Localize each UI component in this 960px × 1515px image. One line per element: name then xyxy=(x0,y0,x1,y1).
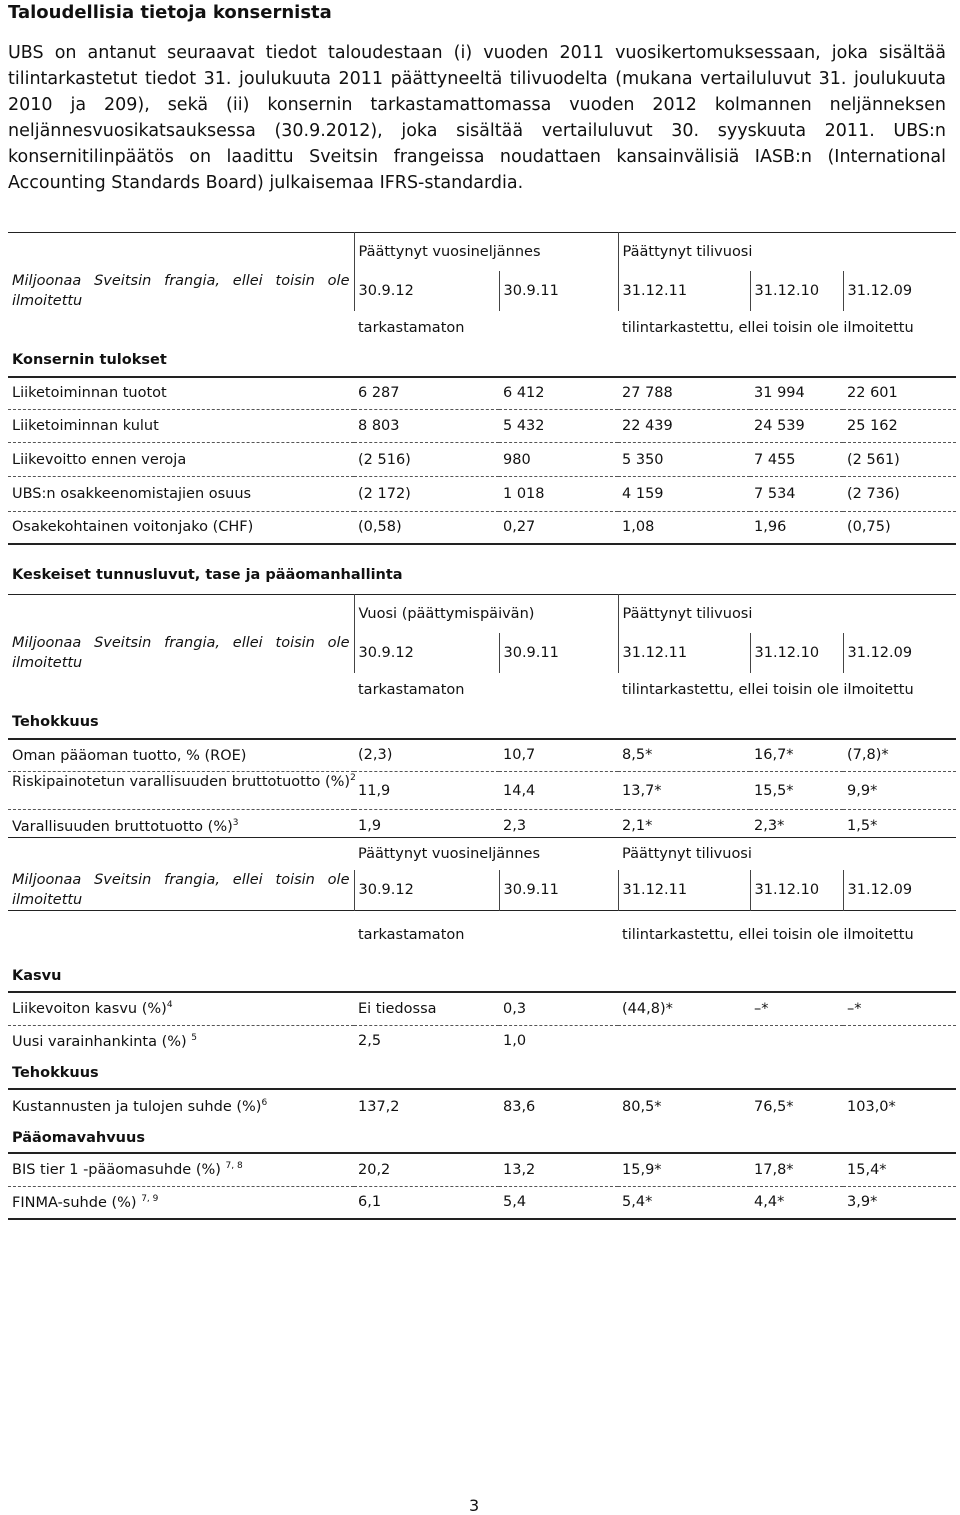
group-header-year: Päättynyt tilivuosi xyxy=(618,233,956,271)
growth-capital-table xyxy=(8,837,956,1220)
note-unaudited: tarkastamaton xyxy=(358,927,465,944)
cell: 11,9 xyxy=(354,772,499,810)
cell: (2 736) xyxy=(843,477,956,512)
date-header: 30.9.11 xyxy=(499,870,618,911)
cell: (2,3) xyxy=(354,739,499,772)
unit-label: Miljoonaa Sveitsin frangia, ellei toisin ole ilmoitettu xyxy=(12,272,350,309)
cell: 15,4* xyxy=(843,1153,956,1186)
cell: 6 412 xyxy=(499,377,618,410)
cell: 980 xyxy=(499,443,618,477)
cell: 15,9* xyxy=(618,1153,750,1186)
row-label: Liiketoiminnan kulut xyxy=(8,410,354,443)
group-header-quarter: Päättynyt vuosineljännes xyxy=(354,233,618,271)
date-header: 30.9.11 xyxy=(499,633,618,673)
cell xyxy=(843,1025,956,1057)
section-label: Tehokkuus xyxy=(8,707,956,739)
cell: 13,2 xyxy=(499,1153,618,1186)
cell: 25 162 xyxy=(843,410,956,443)
cell: (0,75) xyxy=(843,512,956,544)
results-table xyxy=(8,232,956,545)
cell: 5 350 xyxy=(618,443,750,477)
cell: 1,5* xyxy=(847,818,878,835)
row-label: Liiketoiminnan tuotot xyxy=(8,377,354,410)
group-header-quarter: Vuosi (päättymispäivän) xyxy=(354,595,618,633)
unit-label: Miljoonaa Sveitsin frangia, ellei toisin ole ilmoitettu xyxy=(12,871,350,908)
cell: 31 994 xyxy=(750,377,843,410)
cell: 1,9 xyxy=(358,818,382,835)
unit-label: Miljoonaa Sveitsin frangia, ellei toisin ole ilmoitettu xyxy=(12,634,350,671)
table-row xyxy=(8,1153,956,1186)
row-label: UBS:n osakkeenomistajien osuus xyxy=(8,477,354,512)
table-row xyxy=(8,1186,956,1219)
group-header-year: Päättynyt tilivuosi xyxy=(622,845,752,862)
section-title: Keskeiset tunnusluvut, tase ja pääomanhallinta xyxy=(12,567,403,583)
table-row xyxy=(8,443,956,477)
date-header: 31.12.10 xyxy=(750,633,843,673)
cell: 5,4 xyxy=(499,1186,618,1219)
section-label: Konsernin tulokset xyxy=(8,345,956,377)
cell: 5 432 xyxy=(499,410,618,443)
table-row xyxy=(8,772,956,810)
cell: 83,6 xyxy=(503,1098,536,1115)
note-audited: tilintarkastettu, ellei toisin ole ilmoitettu xyxy=(622,927,914,944)
cell: 9,9* xyxy=(843,772,956,810)
table-row xyxy=(8,477,956,512)
row-label: Uusi varainhankinta (%) $^5$ xyxy=(12,1032,198,1050)
cell: 1,0 xyxy=(503,1033,527,1050)
date-header: 30.9.12 xyxy=(354,870,499,911)
row-label: Liikevoiton kasvu (%)$^4$ xyxy=(8,992,354,1025)
cell: 0,3 xyxy=(499,992,618,1025)
note-unaudited: tarkastamaton xyxy=(358,681,465,698)
cell: 5,4* xyxy=(618,1186,750,1219)
cell: (2 516) xyxy=(354,443,499,477)
intro-paragraph: UBS on antanut seuraavat tiedot taloudestaan (i) vuoden 2011 vuosikertomuksessaan, joka sisältää tilintarkastetut tiedot 31. joulukuuta 2011 päättyneeltä tilivuodelta (mukana vertailuluvut 31. joulukuuta 2010 ja 209), sekä (ii) konsernin tarkastamattomassa vuoden 2012 kolmannen neljänneksen neljännesvuosikatsauksessa (30.9.2012), joka sisältää vertailuluvut 30. syyskuuta 2011. UBS:n konsernitilinpäätös on laadittu Sveitsin frangeissa noudattaen kansainvälisiä IASB:n (International Accounting Standards Board) julkaisemaa IFRS-standardia. xyxy=(8,43,946,193)
cell: 137,2 xyxy=(358,1098,400,1115)
date-header: 30.9.11 xyxy=(499,271,618,311)
table-row xyxy=(8,1089,956,1123)
cell: 17,8* xyxy=(750,1153,843,1186)
note-unaudited: tarkastamaton xyxy=(358,319,465,336)
cell: 16,7* xyxy=(750,739,843,772)
cell: –* xyxy=(750,992,843,1025)
cell: 13,7* xyxy=(618,772,750,810)
cell: 2,3* xyxy=(754,818,785,835)
cell: 24 539 xyxy=(750,410,843,443)
group-header-year: Päättynyt tilivuosi xyxy=(618,595,956,633)
cell: –* xyxy=(843,992,956,1025)
cell: 10,7 xyxy=(499,739,618,772)
cell: 8 803 xyxy=(354,410,499,443)
cell: (0,58) xyxy=(354,512,499,544)
page-heading: Taloudellisia tietoja konsernista xyxy=(8,2,332,23)
row-label: Osakekohtainen voitonjako (CHF) xyxy=(8,512,354,544)
section-label: Tehokkuus xyxy=(8,1057,956,1089)
cell: 22 601 xyxy=(843,377,956,410)
table-row xyxy=(8,1025,956,1057)
cell: 6 287 xyxy=(354,377,499,410)
cell: 103,0* xyxy=(847,1098,896,1115)
note-audited: tilintarkastettu, ellei toisin ole ilmoitettu xyxy=(622,319,914,336)
note-audited: tilintarkastettu, ellei toisin ole ilmoitettu xyxy=(622,681,914,698)
cell: 27 788 xyxy=(618,377,750,410)
cell: 20,2 xyxy=(354,1153,499,1186)
table-row xyxy=(8,377,956,410)
cell: 80,5* xyxy=(622,1098,662,1115)
cell: 2,5 xyxy=(358,1033,382,1050)
table-row xyxy=(8,739,956,772)
cell xyxy=(618,1025,750,1057)
cell xyxy=(750,1025,843,1057)
cell: (2 172) xyxy=(354,477,499,512)
cell: 7 534 xyxy=(750,477,843,512)
date-header: 31.12.09 xyxy=(843,271,956,311)
date-header: 31.12.09 xyxy=(843,633,956,673)
table-row xyxy=(8,992,956,1025)
group-header-quarter: Päättynyt vuosineljännes xyxy=(358,845,541,862)
date-header: 31.12.11 xyxy=(618,870,750,911)
table-row xyxy=(8,410,956,443)
cell: 4,4* xyxy=(750,1186,843,1219)
section-label: Pääomavahvuus xyxy=(8,1123,956,1153)
row-label: BIS tier 1 -pääomasuhde (%) $^{7, 8}$ xyxy=(8,1153,354,1186)
cell: 3,9* xyxy=(843,1186,956,1219)
cell: 7 455 xyxy=(750,443,843,477)
date-header: 30.9.12 xyxy=(354,271,499,311)
cell: 14,4 xyxy=(499,772,618,810)
cell: 4 159 xyxy=(618,477,750,512)
cell: 76,5* xyxy=(754,1098,794,1115)
row-label: Kustannusten ja tulojen suhde (%)$^6$ xyxy=(12,1098,268,1115)
cell: 6,1 xyxy=(354,1186,499,1219)
cell: 1 018 xyxy=(499,477,618,512)
row-label: Liikevoitto ennen veroja xyxy=(8,443,354,477)
cell: 15,5* xyxy=(750,772,843,810)
row-label: Riskipainotetun varallisuuden bruttotuotto (%)$^2$ xyxy=(8,772,354,810)
cell: (2 561) xyxy=(843,443,956,477)
page-number: 3 xyxy=(469,1496,480,1515)
date-header: 31.12.11 xyxy=(618,633,750,673)
cell: Ei tiedossa xyxy=(354,992,499,1025)
cell: 1,08 xyxy=(618,512,750,544)
row-label: FINMA-suhde (%) $^{7, 9}$ xyxy=(8,1186,354,1219)
row-label: Varallisuuden bruttotuotto (%)$^3$ xyxy=(12,817,239,835)
date-header: 31.12.11 xyxy=(618,271,750,311)
cell: 1,96 xyxy=(750,512,843,544)
date-header: 31.12.09 xyxy=(843,870,956,911)
table-row xyxy=(8,512,956,544)
date-header: 31.12.10 xyxy=(750,271,843,311)
cell: 8,5* xyxy=(618,739,750,772)
section-label: Kasvu xyxy=(8,960,956,992)
cell: (44,8)* xyxy=(618,992,750,1025)
key-figures-table xyxy=(8,594,956,843)
row-label: Oman pääoman tuotto, % (ROE) xyxy=(8,739,354,772)
cell: (7,8)* xyxy=(843,739,956,772)
date-header: 31.12.10 xyxy=(750,870,843,911)
cell: 22 439 xyxy=(618,410,750,443)
cell: 2,3 xyxy=(503,818,527,835)
date-header: 30.9.12 xyxy=(354,633,499,673)
cell: 0,27 xyxy=(499,512,618,544)
cell: 2,1* xyxy=(622,818,653,835)
